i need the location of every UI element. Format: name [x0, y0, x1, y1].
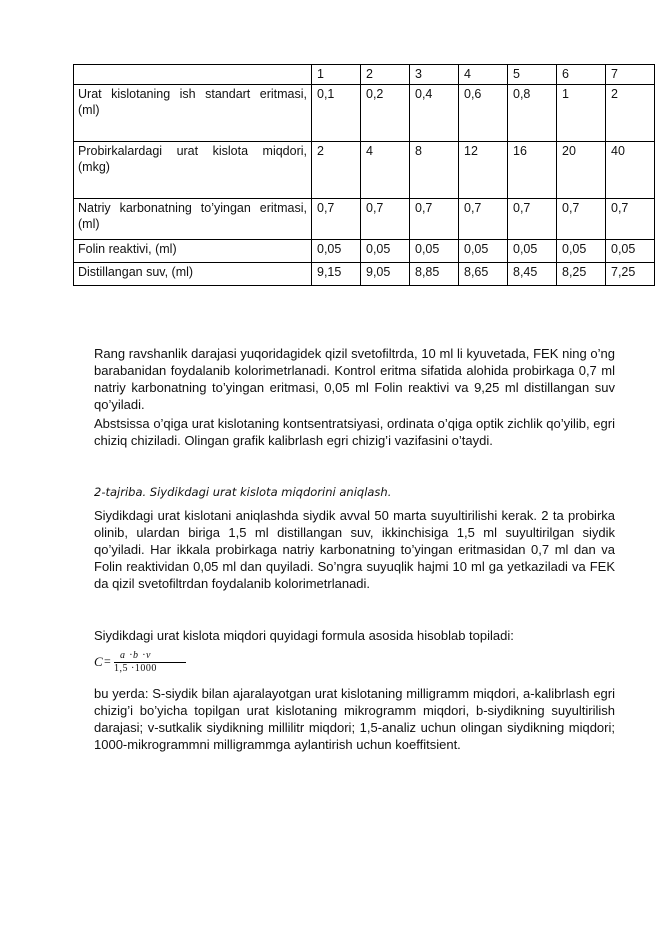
- table-cell: 8,65: [459, 263, 508, 286]
- table-cell: 0,05: [361, 240, 410, 263]
- table-row: [74, 240, 655, 263]
- paragraph-definitions: bu yerda: S-siydik bilan ajaralayotgan urat kislotaning milligramm miqdori, a-kalibrlash egri chizig’i bo’yicha topilgan urat kislotaning mikrogramm miqdori, b-siydikning suyultirilish darajasi; v-sutkalik siydikning millilitr miqdori; 1,5-analiz uchun olingan siydikning miqdori; 1000-mikrogrammni milligrammga aylantirish uchun koeffitsient.: [94, 686, 615, 752]
- formula: [94, 652, 204, 682]
- header-cell: 6: [557, 65, 606, 85]
- table-cell: 0,8: [508, 85, 557, 142]
- paragraph-procedure: Siydikdagi urat kislotani aniqlashda siydik avval 50 marta suyultirilishi kerak. 2 ta probirka olinib, ulardan biriga 1,5 ml distillangan suv, ikkinchisiga 1,5 ml suyultirilgan siydik qo’yiladi. Har ikkala probirkaga natriy karbonatning to’yingan eritmasidan 0,7 ml dan va Folin reaktividan 0,05 ml dan quyiladi. So’ngra suyuqlik hajmi 10 ml ga yetkaziladi va FEK da qizil svetofiltrdan foydalanib kolorimetrlanadi.: [94, 508, 615, 591]
- table-cell: 0,6: [459, 85, 508, 142]
- header-cell: 1: [312, 65, 361, 85]
- table-cell: 0,7: [459, 199, 508, 240]
- table-cell: 9,15: [312, 263, 361, 286]
- paragraph-colorimetry: Rang ravshanlik darajasi yuqoridagidek qizil svetofiltrda, 10 ml li kyuvetada, FEK ning o’ng barabanidan foydalanib kolorimetrlanadi. Kontrol eritma sifatida alohida probirkaga 0,7 ml natriy karbonatning to’yingan eritmasi, 0,05 ml Folin reaktivi va 9,25 ml distillangan suv qo’yiladi.: [94, 346, 615, 412]
- table-cell: 4: [361, 142, 410, 199]
- table-cell: 8: [410, 142, 459, 199]
- section-heading: 2-tajriba. Siydikdagi urat kislota miqdorini aniqlash.: [94, 485, 392, 499]
- paragraph-formula-intro: Siydikdagi urat kislota miqdori quyidagi formula asosida hisoblab topiladi:: [94, 628, 514, 643]
- table-cell: 8,45: [508, 263, 557, 286]
- table-cell: 1: [557, 85, 606, 142]
- table-cell: 0,1: [312, 85, 361, 142]
- table-cell: 7,25: [606, 263, 655, 286]
- formula-numerator: a ·b ·v: [120, 650, 152, 661]
- row-label: Urat kislotaning ish standart eritmasi, (ml): [74, 85, 312, 142]
- table-cell: 0,05: [312, 240, 361, 263]
- table-cell: 8,25: [557, 263, 606, 286]
- row-label: Distillangan suv, (ml): [74, 263, 312, 286]
- table-row: [74, 85, 655, 142]
- table-cell: 16: [508, 142, 557, 199]
- table-cell: 9,05: [361, 263, 410, 286]
- table-cell: 0,05: [459, 240, 508, 263]
- header-cell: 3: [410, 65, 459, 85]
- formula-lhs: C: [94, 654, 103, 669]
- row-label: Probirkalardagi urat kislota miqdori, (mkg): [74, 142, 312, 199]
- header-cell: 2: [361, 65, 410, 85]
- table-cell: 0,7: [410, 199, 459, 240]
- header-cell: 5: [508, 65, 557, 85]
- calibration-table: [73, 64, 655, 286]
- row-label: Natriy karbonatning to’yingan eritmasi, (ml): [74, 199, 312, 240]
- table-cell: 0,4: [410, 85, 459, 142]
- table-cell: 0,2: [361, 85, 410, 142]
- header-cell: [74, 65, 312, 85]
- table-cell: 0,7: [606, 199, 655, 240]
- table-header-row: [74, 65, 655, 85]
- table-cell: 8,85: [410, 263, 459, 286]
- table-cell: 2: [312, 142, 361, 199]
- table-row: [74, 142, 655, 199]
- header-cell: 4: [459, 65, 508, 85]
- formula-denominator: 1,5 ·1000: [114, 663, 157, 674]
- table-cell: 0,7: [361, 199, 410, 240]
- table-row: [74, 199, 655, 240]
- row-label: Folin reaktivi, (ml): [74, 240, 312, 263]
- table-cell: 0,05: [606, 240, 655, 263]
- table-cell: 0,05: [557, 240, 606, 263]
- table-cell: 40: [606, 142, 655, 199]
- paragraph-calibration-curve: Abstsissa o’qiga urat kislotaning kontsentratsiyasi, ordinata o’qiga optik zichlik qo’yilib, egri chiziq chiziladi. Olingan grafik kalibrlash egri chizig’i vazifasini o’taydi.: [94, 416, 615, 448]
- table-cell: 2: [606, 85, 655, 142]
- header-cell: 7: [606, 65, 655, 85]
- table-cell: 0,05: [410, 240, 459, 263]
- table-row: [74, 263, 655, 286]
- table-cell: 0,05: [508, 240, 557, 263]
- table-cell: 12: [459, 142, 508, 199]
- table-cell: 0,7: [557, 199, 606, 240]
- table-cell: 0,7: [508, 199, 557, 240]
- table-cell: 20: [557, 142, 606, 199]
- table-cell: 0,7: [312, 199, 361, 240]
- formula-equals: =: [104, 654, 111, 668]
